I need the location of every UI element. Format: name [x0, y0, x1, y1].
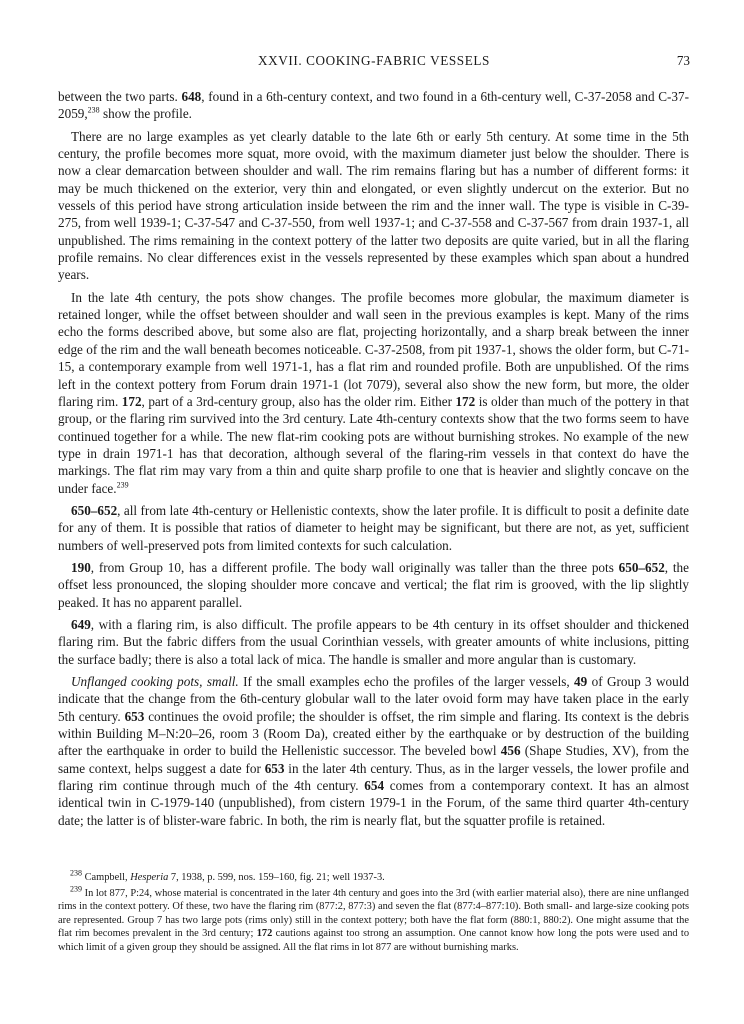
- text-run: 7, 1938, p. 599, nos. 159–160, fig. 21; well 1937-3.: [168, 872, 385, 883]
- footnote-ref: 238: [87, 105, 100, 115]
- catalogue-number: 49: [574, 674, 588, 689]
- text-run: , with a flaring rim, is also difficult. The profile appears to be 4th century in its offset shoulder and thickened flaring rim. But the fabric differs from the usual Corinthian vessels, with greater amounts of white inclusions, pitting the surface badly; there is also a total lack of mica. The handle is smaller and more angular than is customary.: [58, 616, 689, 667]
- text-run: If the small examples echo the profiles of the larger vessels,: [238, 674, 575, 689]
- catalogue-number: 172: [121, 393, 142, 409]
- catalogue-number: 650–652: [71, 502, 118, 518]
- text-run: show the profile.: [99, 106, 192, 122]
- catalogue-number: 190: [71, 559, 91, 575]
- paragraph-190: [58, 559, 689, 611]
- catalogue-number: 456: [500, 743, 521, 759]
- text-run: in the later 4th century. Thus, as in the larger vessels, the lower profile and flaring rim continue through much of the 4th century.: [58, 760, 689, 794]
- text-run: , part of a 3rd-century group, also has the older rim. Either: [141, 393, 456, 409]
- catalogue-number: 653: [264, 760, 285, 776]
- footnote-ref: 239: [116, 480, 129, 490]
- catalogue-number: 649: [71, 616, 91, 632]
- italic-text: Hesperia: [130, 872, 169, 883]
- footnote-ref: 239: [70, 884, 82, 894]
- paragraph-small-cooking-pots: [58, 673, 689, 829]
- catalogue-number: 172: [455, 393, 476, 409]
- footnote-238: [58, 868, 689, 885]
- text-run: , the offset less pronounced, the sloping shoulder more concave and vertical; the flat rim is grooved, with the lip slightly peaked. It has no apparent parallel.: [58, 559, 689, 610]
- text-run: In the late 4th century, the pots show changes. The profile becomes more globular, the maximum diameter is retained longer, while the offset between shoulder and wall seen in the previous examples is kept. Many of the rims echo the forms described above, but some also are flat, projecting horizontally, and a sharp break between the inner edge of the rim and the wall beneath becomes noticeable. C-37-2508, from pit 1937-1, shows the older form, but C-71-15, a contemporary example from well 1971-1, has a flat rim and rounded profile. Both are unpublished. Of the rims left in the context pottery from Forum drain 1971-1 (lot 7079), several also show the new form, but more, the older flaring rim.: [58, 289, 689, 409]
- catalogue-number: 653: [124, 708, 145, 724]
- page-header: [58, 53, 690, 71]
- paragraph-649: [58, 616, 689, 668]
- catalogue-number: 172: [256, 928, 273, 940]
- text-run: is older than much of the pottery in that group, or the flaring rim survived into the 3rd century. Late 4th-century contexts show that the two forms seem to have continued together for a while. The new flat-rim cooking pots are without burnishing strokes. No example of the new type in drain 1971-1 has that decoration, although several of the flaring-rim vessels in that context do have the markings. The flat rim may vary from a thin and quite sharp profile to one that is heavier and slightly concave on the under face.: [58, 393, 689, 496]
- text-run: Campbell,: [82, 872, 131, 883]
- text-run: , found in a 6th-century context, and two found in a 6th-century well, C-37-2058 and C-37-2059,: [58, 89, 689, 122]
- footnotes: [58, 868, 690, 957]
- text-run: between the two parts.: [58, 89, 182, 104]
- paragraph-650-652: [58, 502, 689, 554]
- page-number: 73: [676, 53, 690, 68]
- text-run: There are no large examples as yet clearly datable to the late 6th or early 5th century. At some time in the 5th century, the profile becomes more squat, more ovoid, with the maximum diameter just below the shoulder. There is now a clear demarcation between shoulder and wall. The rim remains flaring but has a number of different forms: it may be much thickened on the exterior, very thin and elongated, or even slightly undercut on the exterior. But no vessels of this period have strong articulation inside between the rim and the inner wall. The type is visible in C-39-275, from well 1939-1; C-37-547 and C-37-550, from well 1937-1; and C-37-558 and C-37-567 from drain 1937-1, all unpublished. The rims remaining in the context pottery of the latter two deposits are quite varied, but in all the flaring profile remains. No clear differences exist in the vessels represented by these examples which span about a hundred years.: [58, 128, 689, 283]
- footnote-ref: 238: [70, 868, 82, 878]
- text-run: In lot 877, P:24, whose material is concentrated in the later 4th century and goes into the 3rd (with earlier material also), there are nine unflanged rims in the context pottery. Of these, two have the flaring rim (877:2, 877:3) and seven the flat (877:4–877:10). Both small- and large-size cooking pots are represented. Group 7 has two large pots (rims only) still in the context pottery; both have the flat form (880:1, 880:2). One might assume that the flat rim becomes prevalent in the 3rd century;: [58, 887, 689, 940]
- text-run: continues the ovoid profile; the shoulder is offset, the rim simple and flaring. Its context is the debris within Building M–N:20–26, room 3 (Room Da), created either by the earthquake or by destruction of the building after the earthquake in order to build the Hellenistic successor. The beveled bowl: [58, 708, 689, 759]
- paragraph-late-4th-century: [58, 289, 689, 497]
- text-run: of Group 3 would indicate that the change from the 6th-century globular wall to the later ovoid form may have taken place in the early 5th century.: [58, 674, 689, 724]
- text-run: cautions against too strong an assumption. One cannot know how long the pots were used and to which limit of a given group they should be assigned. All the flat rims in lot 877 are without burnishing marks.: [58, 928, 690, 953]
- italic-text: Unflanged cooking pots, small.: [71, 674, 239, 689]
- text-run: , from Group 10, has a different profile. The body wall originally was taller than the three pots: [90, 559, 619, 575]
- catalogue-number: 654: [364, 778, 385, 794]
- body-text: [58, 88, 689, 834]
- footnote-239: [58, 884, 690, 955]
- running-title: XXVII. COOKING-FABRIC VESSELS: [258, 53, 490, 68]
- text-run: comes from a contemporary context. It has an almost identical twin in C-1979-140 (unpublished), from cistern 1979-1 in the Forum, of the same third quarter 4th-century date; the latter is of blister-ware fabric. In both, the rim is nearly flat, but the squatter profile is retained.: [58, 778, 689, 828]
- text-run: (Shape Studies, XV), from the same context, helps suggest a date for: [58, 743, 689, 776]
- paragraph-5th-century: [58, 128, 689, 284]
- paragraph-continuation: [58, 88, 689, 123]
- catalogue-number: 648: [181, 89, 202, 104]
- catalogue-number: 650–652: [618, 559, 665, 575]
- text-run: , all from late 4th-century or Hellenistic contexts, show the later profile. It is difficult to posit a definite date for any of them. It is possible that ratios of diameter to height may be significant, but there are not, as yet, sufficient numbers of well-preserved pots from limited contexts for such calculation.: [58, 502, 689, 553]
